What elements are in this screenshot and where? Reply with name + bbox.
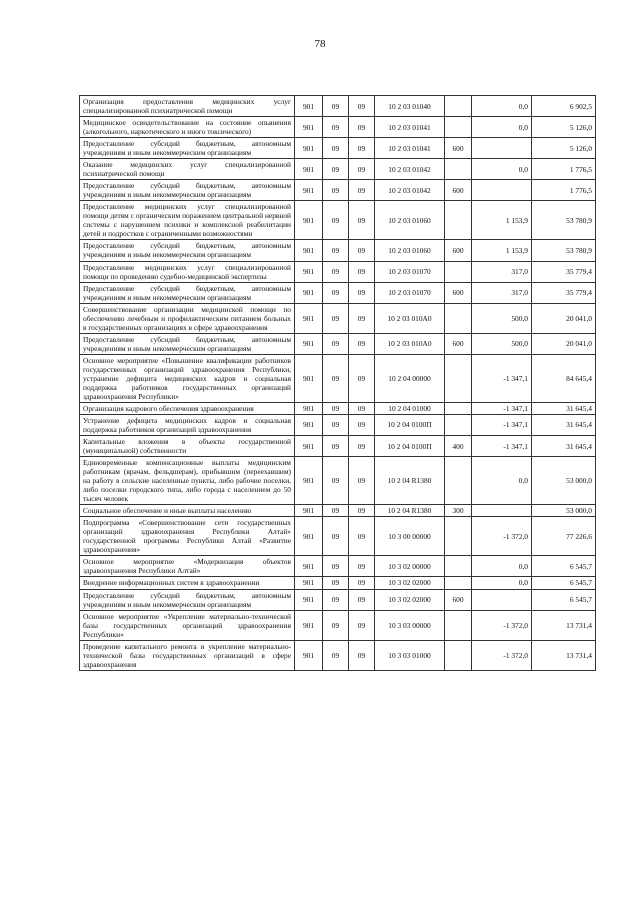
subsection-code-cell: 09 [349, 640, 375, 670]
subsection-code-cell: 09 [349, 96, 375, 117]
table-row [80, 517, 596, 556]
section-code-cell: 09 [323, 303, 349, 333]
section-code-cell: 09 [323, 436, 349, 457]
target-article-cell: 10 2 03 01060 [375, 240, 445, 261]
section-code-cell: 09 [323, 640, 349, 670]
ministry-code-cell: 901 [295, 159, 323, 180]
change-amount-cell [472, 180, 532, 201]
total-amount-cell: 31 645,4 [532, 436, 596, 457]
section-code-cell: 09 [323, 589, 349, 610]
target-article-cell: 10 2 03 01070 [375, 282, 445, 303]
expense-type-cell: 600 [445, 282, 472, 303]
expense-type-cell [445, 610, 472, 640]
table-row [80, 138, 596, 159]
subsection-code-cell: 09 [349, 159, 375, 180]
ministry-code-cell: 901 [295, 517, 323, 556]
row-name-cell: Предоставление медицинских услуг специализированной помощи по проведению судебно-медицинской экспертизы [80, 261, 295, 282]
change-amount-cell: 1 153,9 [472, 240, 532, 261]
change-amount-cell: -1 372,0 [472, 517, 532, 556]
subsection-code-cell: 09 [349, 402, 375, 414]
subsection-code-cell: 09 [349, 505, 375, 517]
ministry-code-cell: 901 [295, 589, 323, 610]
ministry-code-cell: 901 [295, 117, 323, 138]
total-amount-cell: 13 731,4 [532, 610, 596, 640]
expense-type-cell [445, 261, 472, 282]
target-article-cell: 10 2 03 01042 [375, 180, 445, 201]
total-amount-cell: 84 645,4 [532, 354, 596, 402]
change-amount-cell: -1 372,0 [472, 610, 532, 640]
subsection-code-cell: 09 [349, 138, 375, 159]
subsection-code-cell: 09 [349, 303, 375, 333]
ministry-code-cell: 901 [295, 240, 323, 261]
expense-type-cell [445, 517, 472, 556]
subsection-code-cell: 09 [349, 436, 375, 457]
change-amount-cell: 317,0 [472, 282, 532, 303]
change-amount-cell: -1 347,1 [472, 354, 532, 402]
subsection-code-cell: 09 [349, 610, 375, 640]
budget-table [79, 95, 596, 671]
expense-type-cell [445, 640, 472, 670]
subsection-code-cell: 09 [349, 282, 375, 303]
total-amount-cell: 6 902,5 [532, 96, 596, 117]
table-row [80, 354, 596, 402]
page-number: 78 [314, 38, 326, 50]
row-name-cell: Предоставление субсидий бюджетным, автономным учреждениям и иным некоммерческим организациям [80, 589, 295, 610]
change-amount-cell: 0,0 [472, 159, 532, 180]
row-name-cell: Организация предоставления медицинских услуг специализированной психиатрической помощи [80, 96, 295, 117]
ministry-code-cell: 901 [295, 303, 323, 333]
change-amount-cell [472, 138, 532, 159]
ministry-code-cell: 901 [295, 457, 323, 505]
change-amount-cell: -1 347,1 [472, 414, 532, 435]
subsection-code-cell: 09 [349, 577, 375, 589]
ministry-code-cell: 901 [295, 201, 323, 240]
expense-type-cell [445, 96, 472, 117]
row-name-cell: Капитальные вложения в объекты государственной (муниципальной) собственности [80, 436, 295, 457]
section-code-cell: 09 [323, 180, 349, 201]
row-name-cell: Устранение дефицита медицинских кадров и социальная поддержка работников организаций здравоохранения [80, 414, 295, 435]
row-name-cell: Подпрограмма «Совершенствование сети государственных организаций здравоохранения Республики Алтай» государственной программы Республики Алтай «Развитие здравоохранения» [80, 517, 295, 556]
ministry-code-cell: 901 [295, 138, 323, 159]
change-amount-cell: 0,0 [472, 556, 532, 577]
target-article-cell: 10 3 00 00000 [375, 517, 445, 556]
row-name-cell: Предоставление субсидий бюджетным, автономным учреждениям и иным некоммерческим организациям [80, 333, 295, 354]
target-article-cell: 10 2 03 010А0 [375, 303, 445, 333]
section-code-cell: 09 [323, 138, 349, 159]
section-code-cell: 09 [323, 505, 349, 517]
table-row [80, 505, 596, 517]
expense-type-cell [445, 303, 472, 333]
target-article-cell: 10 2 03 01041 [375, 117, 445, 138]
expense-type-cell [445, 159, 472, 180]
target-article-cell: 10 2 04 R1380 [375, 457, 445, 505]
expense-type-cell [445, 414, 472, 435]
change-amount-cell: 500,0 [472, 303, 532, 333]
row-name-cell: Предоставление субсидий бюджетным, автономным учреждениям и иным некоммерческим организациям [80, 240, 295, 261]
row-name-cell: Предоставление медицинских услуг специализированной помощи детям с органическим поражением центральной нервной системы с нарушением психики и комплексной реабилитации детей и подростков с ограниченными возможностями [80, 201, 295, 240]
total-amount-cell: 35 779,4 [532, 282, 596, 303]
table-row [80, 240, 596, 261]
ministry-code-cell: 901 [295, 402, 323, 414]
total-amount-cell: 1 776,5 [532, 159, 596, 180]
subsection-code-cell: 09 [349, 117, 375, 138]
table-row [80, 180, 596, 201]
target-article-cell: 10 3 02 02000 [375, 577, 445, 589]
target-article-cell: 10 2 04 0100П [375, 436, 445, 457]
total-amount-cell: 5 126,0 [532, 138, 596, 159]
section-code-cell: 09 [323, 282, 349, 303]
change-amount-cell: 0,0 [472, 96, 532, 117]
row-name-cell: Медицинское освидетельствование на состояние опьянения (алкогольного, наркотического и иного токсического) [80, 117, 295, 138]
row-name-cell: Оказание медицинских услуг специализированной психиатрической помощи [80, 159, 295, 180]
section-code-cell: 09 [323, 333, 349, 354]
row-name-cell: Организация кадрового обеспечения здравоохранения [80, 402, 295, 414]
target-article-cell: 10 2 04 01000 [375, 402, 445, 414]
expense-type-cell [445, 457, 472, 505]
total-amount-cell: 53 780,9 [532, 201, 596, 240]
table-row [80, 589, 596, 610]
expense-type-cell [445, 354, 472, 402]
change-amount-cell: -1 347,1 [472, 436, 532, 457]
target-article-cell: 10 2 04 00000 [375, 354, 445, 402]
section-code-cell: 09 [323, 354, 349, 402]
total-amount-cell: 77 226,6 [532, 517, 596, 556]
row-name-cell: Внедрение информационных систем в здравоохранении [80, 577, 295, 589]
table-row [80, 457, 596, 505]
expense-type-cell [445, 201, 472, 240]
ministry-code-cell: 901 [295, 180, 323, 201]
target-article-cell: 10 2 04 R1380 [375, 505, 445, 517]
section-code-cell: 09 [323, 556, 349, 577]
total-amount-cell: 53 000,0 [532, 457, 596, 505]
total-amount-cell: 20 041,0 [532, 333, 596, 354]
target-article-cell: 10 3 02 02000 [375, 589, 445, 610]
ministry-code-cell: 901 [295, 354, 323, 402]
total-amount-cell: 31 645,4 [532, 402, 596, 414]
total-amount-cell: 20 041,0 [532, 303, 596, 333]
total-amount-cell: 13 731,4 [532, 640, 596, 670]
target-article-cell: 10 3 03 01000 [375, 640, 445, 670]
total-amount-cell: 31 645,4 [532, 414, 596, 435]
section-code-cell: 09 [323, 577, 349, 589]
expense-type-cell: 600 [445, 138, 472, 159]
row-name-cell: Социальное обеспечение и иные выплаты населению [80, 505, 295, 517]
subsection-code-cell: 09 [349, 457, 375, 505]
table-row [80, 610, 596, 640]
table-row [80, 201, 596, 240]
subsection-code-cell: 09 [349, 201, 375, 240]
target-article-cell: 10 2 03 01041 [375, 138, 445, 159]
expense-type-cell [445, 117, 472, 138]
table-row [80, 333, 596, 354]
total-amount-cell: 53 000,0 [532, 505, 596, 517]
ministry-code-cell: 901 [295, 610, 323, 640]
target-article-cell: 10 2 03 01042 [375, 159, 445, 180]
row-name-cell: Предоставление субсидий бюджетным, автономным учреждениям и иным некоммерческим организациям [80, 282, 295, 303]
table-row [80, 96, 596, 117]
ministry-code-cell: 901 [295, 556, 323, 577]
section-code-cell: 09 [323, 261, 349, 282]
subsection-code-cell: 09 [349, 414, 375, 435]
ministry-code-cell: 901 [295, 261, 323, 282]
section-code-cell: 09 [323, 402, 349, 414]
ministry-code-cell: 901 [295, 577, 323, 589]
expense-type-cell: 600 [445, 589, 472, 610]
row-name-cell: Основное мероприятие «Укрепление материально-технической базы государственных организаций здравоохранения Республики» [80, 610, 295, 640]
change-amount-cell: 0,0 [472, 457, 532, 505]
change-amount-cell [472, 589, 532, 610]
change-amount-cell: -1 347,1 [472, 402, 532, 414]
ministry-code-cell: 901 [295, 640, 323, 670]
row-name-cell: Основное мероприятие «Модернизация объектов здравоохранения Республики Алтай» [80, 556, 295, 577]
table-row [80, 303, 596, 333]
section-code-cell: 09 [323, 159, 349, 180]
target-article-cell: 10 3 02 00000 [375, 556, 445, 577]
total-amount-cell: 5 126,0 [532, 117, 596, 138]
ministry-code-cell: 901 [295, 282, 323, 303]
expense-type-cell: 400 [445, 436, 472, 457]
total-amount-cell: 1 776,5 [532, 180, 596, 201]
target-article-cell: 10 2 03 010А0 [375, 333, 445, 354]
table-row [80, 402, 596, 414]
subsection-code-cell: 09 [349, 261, 375, 282]
target-article-cell: 10 2 03 01070 [375, 261, 445, 282]
total-amount-cell: 6 545,7 [532, 577, 596, 589]
change-amount-cell: 0,0 [472, 577, 532, 589]
section-code-cell: 09 [323, 117, 349, 138]
expense-type-cell: 300 [445, 505, 472, 517]
table-row [80, 436, 596, 457]
table-body [80, 96, 596, 671]
expense-type-cell [445, 577, 472, 589]
subsection-code-cell: 09 [349, 517, 375, 556]
table-row [80, 261, 596, 282]
subsection-code-cell: 09 [349, 333, 375, 354]
table-row [80, 640, 596, 670]
row-name-cell: Предоставление субсидий бюджетным, автономным учреждениям и иным некоммерческим организациям [80, 138, 295, 159]
table-row [80, 159, 596, 180]
section-code-cell: 09 [323, 96, 349, 117]
ministry-code-cell: 901 [295, 414, 323, 435]
ministry-code-cell: 901 [295, 333, 323, 354]
table-row [80, 577, 596, 589]
expense-type-cell [445, 556, 472, 577]
total-amount-cell: 35 779,4 [532, 261, 596, 282]
ministry-code-cell: 901 [295, 436, 323, 457]
row-name-cell: Проведение капитального ремонта и укрепление материально-технической базы государственных организаций в сфере здравоохранения [80, 640, 295, 670]
row-name-cell: Единовременные компенсационные выплаты медицинским работникам (врачам, фельдшерам), прибывшим (переехавшим) на работу в сельские населенные пункты, либо рабочие поселки, либо поселки городского типа, либо города с населением до 50 тысяч человек [80, 457, 295, 505]
total-amount-cell: 6 545,7 [532, 589, 596, 610]
ministry-code-cell: 901 [295, 505, 323, 517]
expense-type-cell: 600 [445, 240, 472, 261]
row-name-cell: Совершенствование организации медицинской помощи по обеспечению лечебным и профилактическим питанием больных в государственных организациях в сфере здравоохранения [80, 303, 295, 333]
section-code-cell: 09 [323, 414, 349, 435]
table-row [80, 117, 596, 138]
table-row [80, 556, 596, 577]
total-amount-cell: 53 780,9 [532, 240, 596, 261]
ministry-code-cell: 901 [295, 96, 323, 117]
subsection-code-cell: 09 [349, 354, 375, 402]
change-amount-cell [472, 505, 532, 517]
expense-type-cell: 600 [445, 333, 472, 354]
section-code-cell: 09 [323, 457, 349, 505]
change-amount-cell: 0,0 [472, 117, 532, 138]
row-name-cell: Основное мероприятие «Повышение квалификации работников государственных организаций здравоохранения Республики, устранение дефицита медицинских кадров и социальная поддержка работников государственных организаций здравоохранения Республики» [80, 354, 295, 402]
section-code-cell: 09 [323, 610, 349, 640]
row-name-cell: Предоставление субсидий бюджетным, автономным учреждениям и иным некоммерческим организациям [80, 180, 295, 201]
table-row [80, 414, 596, 435]
table-row [80, 282, 596, 303]
expense-type-cell: 600 [445, 180, 472, 201]
section-code-cell: 09 [323, 517, 349, 556]
change-amount-cell: -1 372,0 [472, 640, 532, 670]
subsection-code-cell: 09 [349, 556, 375, 577]
change-amount-cell: 500,0 [472, 333, 532, 354]
subsection-code-cell: 09 [349, 589, 375, 610]
subsection-code-cell: 09 [349, 180, 375, 201]
subsection-code-cell: 09 [349, 240, 375, 261]
target-article-cell: 10 2 03 01060 [375, 201, 445, 240]
section-code-cell: 09 [323, 201, 349, 240]
change-amount-cell: 1 153,9 [472, 201, 532, 240]
expense-type-cell [445, 402, 472, 414]
total-amount-cell: 6 545,7 [532, 556, 596, 577]
target-article-cell: 10 3 03 00000 [375, 610, 445, 640]
target-article-cell: 10 2 04 0100П [375, 414, 445, 435]
change-amount-cell: 317,0 [472, 261, 532, 282]
section-code-cell: 09 [323, 240, 349, 261]
target-article-cell: 10 2 03 01040 [375, 96, 445, 117]
